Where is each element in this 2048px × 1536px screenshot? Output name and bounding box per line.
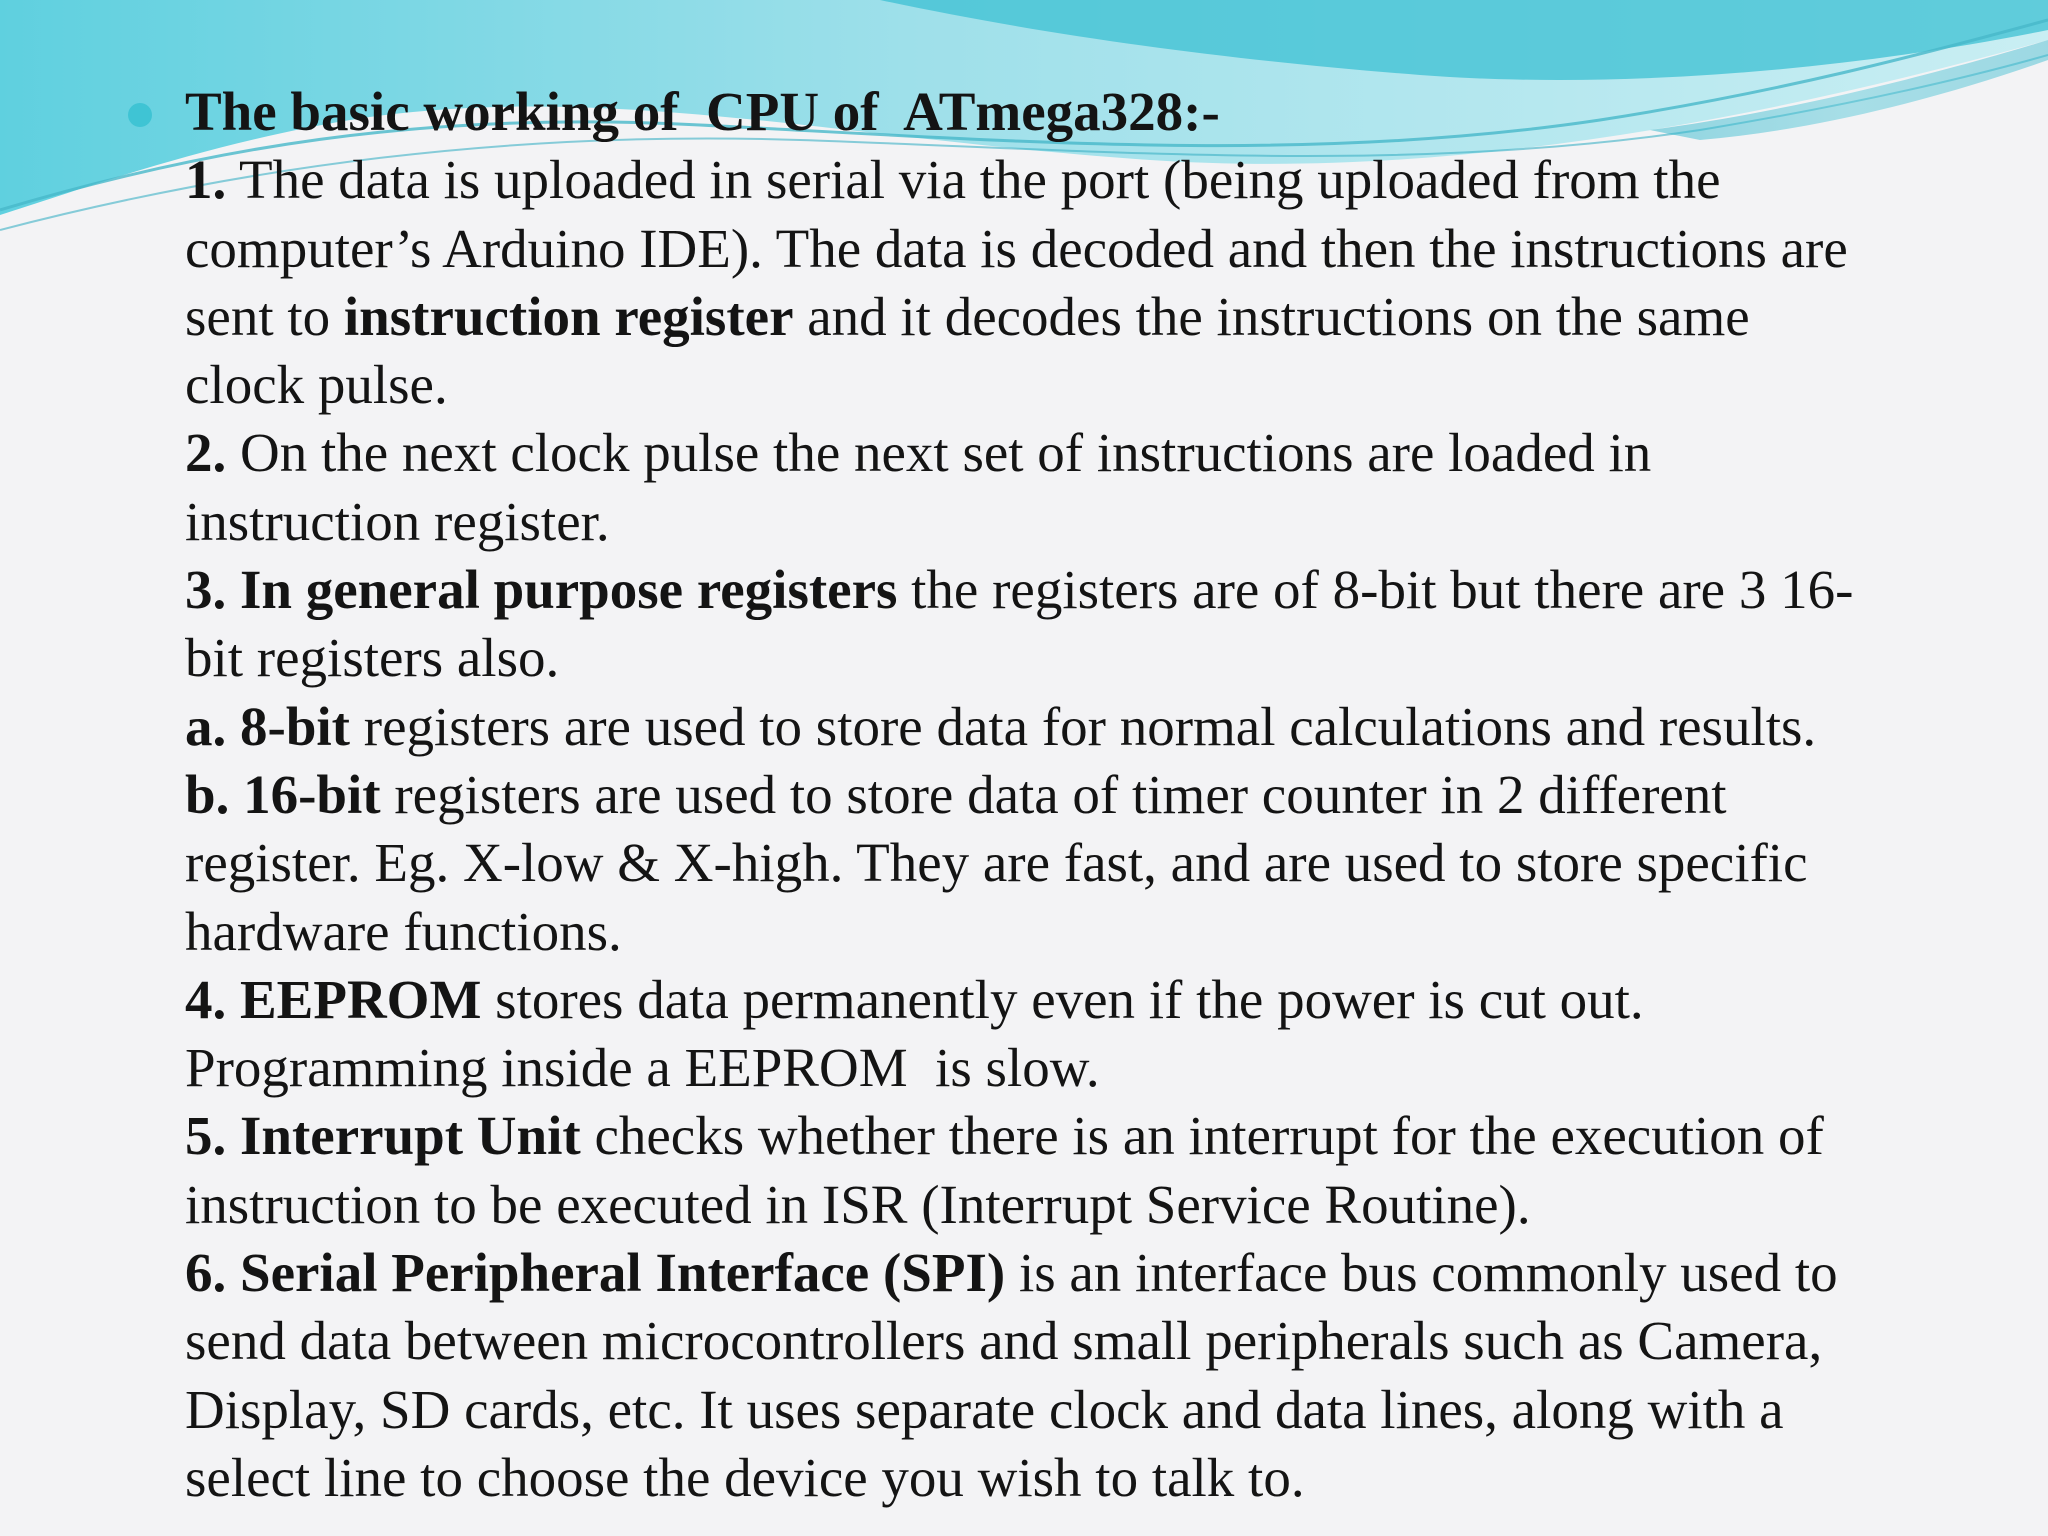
body-line <box>185 419 1945 487</box>
text: registers are used to store data of timer counter in 2 different <box>380 763 1727 825</box>
text: send data between microcontrollers and small peripherals such as Camera, <box>185 1310 1823 1372</box>
body-line <box>185 146 1945 214</box>
text: On the next clock pulse the next set of instructions are loaded in <box>226 422 1652 484</box>
text: hardware functions. <box>185 900 622 962</box>
body-line <box>185 898 1945 966</box>
text: bit registers also. <box>185 627 560 689</box>
text: computer’s Arduino IDE). The data is decoded and then the instructions are <box>185 217 1848 279</box>
body-line <box>185 215 1945 283</box>
text: The data is uploaded in serial via the port (being uploaded from the <box>226 149 1721 211</box>
body-line <box>185 1376 1945 1444</box>
body-line <box>185 1034 1945 1102</box>
bold-text: b. 16-bit <box>185 763 381 825</box>
body-line <box>185 624 1945 692</box>
text: and it decodes the instructions on the same <box>793 285 1750 347</box>
bold-text: 5. Interrupt Unit <box>185 1105 581 1167</box>
body-line <box>185 488 1945 556</box>
body-line <box>185 283 1945 351</box>
body-line <box>185 556 1945 624</box>
body-line <box>185 693 1945 761</box>
text: the registers are of 8-bit but there are 3 16- <box>897 559 1854 621</box>
bold-text: 4. EEPROM <box>185 968 482 1030</box>
text: instruction register. <box>185 490 610 552</box>
body-line <box>185 829 1945 897</box>
text: instruction to be executed in ISR (Interrupt Service Routine). <box>185 1173 1531 1235</box>
text: checks whether there is an interrupt for the execution of <box>580 1105 1824 1167</box>
text: is an interface bus commonly used to <box>1005 1242 1838 1304</box>
text: register. Eg. X-low & X-high. They are fast, and are used to store specific <box>185 832 1808 894</box>
body-lines <box>185 146 1945 1512</box>
slide-title: The basic working of CPU of ATmega328:- <box>185 81 1220 142</box>
body-line <box>185 966 1945 1034</box>
bullet-dot-icon <box>128 103 152 127</box>
body-line <box>185 761 1945 829</box>
slide-body <box>185 78 1945 1512</box>
text: Display, SD cards, etc. It uses separate clock and data lines, along with a <box>185 1378 1784 1440</box>
text: Programming inside a EEPROM is slow. <box>185 1037 1100 1099</box>
body-line <box>185 1307 1945 1375</box>
bold-text: instruction register <box>343 285 794 347</box>
text: stores data permanently even if the power is cut out. <box>481 968 1644 1030</box>
body-line <box>185 1171 1945 1239</box>
text: clock pulse. <box>185 354 448 416</box>
text: registers are used to store data for normal calculations and results. <box>350 695 1817 757</box>
text: select line to choose the device you wish to talk to. <box>185 1446 1305 1508</box>
bold-text: a. 8-bit <box>185 695 350 757</box>
bold-text: 6. Serial Peripheral Interface (SPI) <box>185 1242 1006 1304</box>
bold-text: 3. In general purpose registers <box>185 559 898 621</box>
body-line <box>185 1444 1945 1512</box>
body-line <box>185 1102 1945 1170</box>
body-line <box>185 351 1945 419</box>
bold-text: 1. <box>185 149 227 211</box>
bold-text: 2. <box>185 422 227 484</box>
body-line <box>185 1239 1945 1307</box>
text: sent to <box>185 285 344 347</box>
